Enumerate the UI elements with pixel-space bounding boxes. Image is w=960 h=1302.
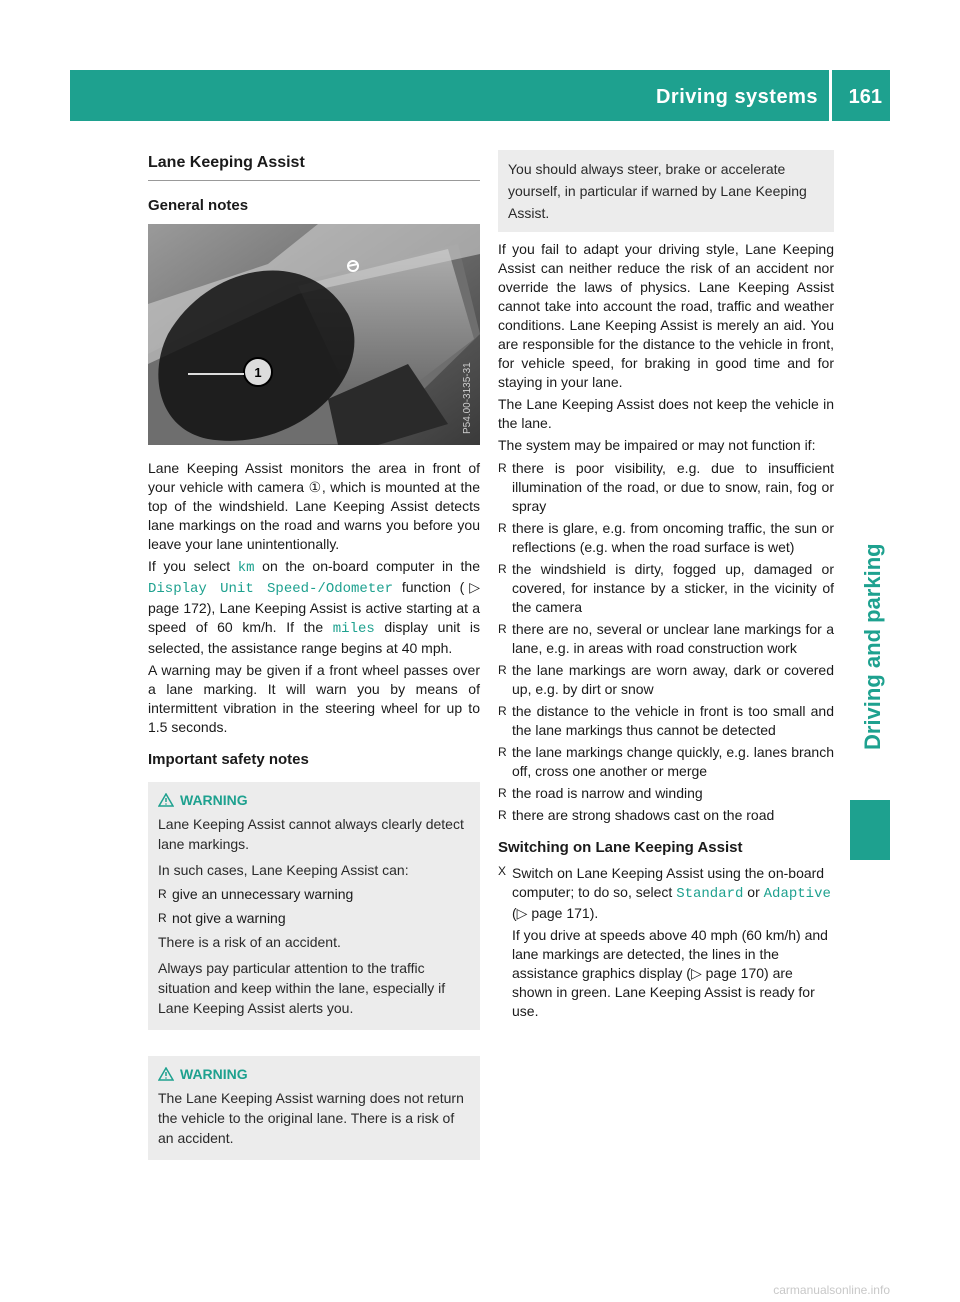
code-km: km [237,560,255,576]
instruction-step [498,864,834,1021]
warning-text: Always pay particular attention to the traffic situation and keep within the lane, especially if Lane Keeping Assist alerts you. [158,960,446,1016]
svg-text:1: 1 [254,365,262,380]
warning-text: In such cases, Lane Keeping Assist can: [158,862,409,878]
switching-heading: Switching on Lane Keeping Assist [498,839,743,856]
step-text: Switch on Lane Keeping Assist using the on-board computer; to do so, select Standard or Adaptive (▷ page 171). [512,865,831,921]
impairment-list [498,459,834,825]
list-item: R the lane markings change quickly, e.g. lanes branch off, cross one another or merge [498,744,834,779]
page-number: 161 [848,86,882,108]
list-item: R the lane markings are worn away, dark or covered up, e.g. by dirt or snow [498,662,834,697]
page-header [70,70,890,121]
speed-paragraph: If you select km on the on-board computer in the Display Unit Speed-/Odometer function (▷ page 172), Lane Keeping Assist is active starting at a speed of 60 km/h. If the miles display unit is selected, the assistance range begins at 40 mph. [148,558,480,656]
watermark: carmanualsonline.info [773,1283,890,1297]
warning-text: The Lane Keeping Assist warning does not return the vehicle to the original lane. There is a risk of an accident. [158,1090,464,1146]
intro-paragraph: Lane Keeping Assist monitors the area in front of your vehicle with camera ①, which is mounted at the top of the windshield. Lane Keeping Assist detects lane markings on the road and warns you before you leave your lane unintentionally. [148,460,480,552]
warning-label: WARNING [158,792,470,808]
page-title: Lane Keeping Assist [148,154,480,181]
warning-text: There is a risk of an accident. [158,934,341,950]
header-divider [829,70,832,121]
image-code: P54.00-3135-31 [462,362,473,434]
lane-paragraph: The Lane Keeping Assist does not keep the vehicle in the lane. [498,396,834,431]
code-standard: Standard [676,886,744,902]
chapter-tab-marker [850,800,890,860]
warning-text: Lane Keeping Assist cannot always clearly detect lane markings. [158,816,464,852]
list-item: R the road is narrow and winding [498,785,703,801]
list-item: R the windshield is dirty, fogged up, damaged or covered, for instance by a sticker, in the vicinity of the camera [498,561,834,615]
warning-triangle-icon [158,793,174,807]
left-column [148,150,480,1160]
responsibility-paragraph: If you fail to adapt your driving style, Lane Keeping Assist can neither reduce the risk of an accident nor override the laws of physics. Lane Keeping Assist cannot take into account the road, traffic and weather conditions. Lane Keeping Assist is merely an aid. You are responsible for the distance to the vehicle in front, for vehicle speed, for braking in good time and for staying in your lane. [498,241,834,390]
camera-photo [148,224,480,445]
code-miles: miles [332,621,375,637]
info-text: You should always steer, brake or accelerate yourself, in particular if warned by Lane Keeping Assist. [508,161,807,221]
warning-list [158,884,470,928]
code-display-unit: Display Unit Speed-/Odometer [148,581,394,597]
section-title: Driving systems [655,86,818,108]
chapter-tab-label [860,280,900,750]
general-notes-heading: General notes [148,197,249,214]
list-item: R there are strong shadows cast on the road [498,807,775,823]
code-adaptive: Adaptive [763,886,831,902]
warning-label: WARNING [158,1066,470,1082]
list-item: R there are no, several or unclear lane markings for a lane, e.g. in areas with road construction work [498,621,834,656]
right-column [498,150,834,1021]
step-result-text: If you drive at speeds above 40 mph (60 km/h) and lane markings are detected, the lines in the assistance graphics display (▷ page 170) are shown in green. Lane Keeping Assist is ready for use. [512,927,828,1019]
list-item: R not give a warning [158,910,286,926]
list-item: R the distance to the vehicle in front is too small and the lane markings thus cannot be detected [498,703,834,738]
chapter-label: Driving and parking [860,543,885,750]
warning-paragraph: A warning may be given if a front wheel passes over a lane marking. It will warn you by means of intermittent vibration in the steering wheel for up to 1.5 seconds. [148,662,480,735]
windshield-camera-illustration [148,224,480,445]
list-item: R there is glare, e.g. from oncoming traffic, the sun or reflections (e.g. when the road surface is wet) [498,520,834,555]
step-arrow-icon: X [498,864,507,878]
warning-box-2 [148,1056,480,1160]
list-item: R give an unnecessary warning [158,886,354,902]
safety-heading: Important safety notes [148,751,309,768]
impairment-paragraph: The system may be impaired or may not function if: [498,437,816,453]
info-box [498,150,834,232]
warning-triangle-icon [158,1067,174,1081]
list-item: R there is poor visibility, e.g. due to insufficient illumination of the road, or due to snow, rain, fog or spray [498,460,834,514]
warning-box-1 [148,782,480,1030]
